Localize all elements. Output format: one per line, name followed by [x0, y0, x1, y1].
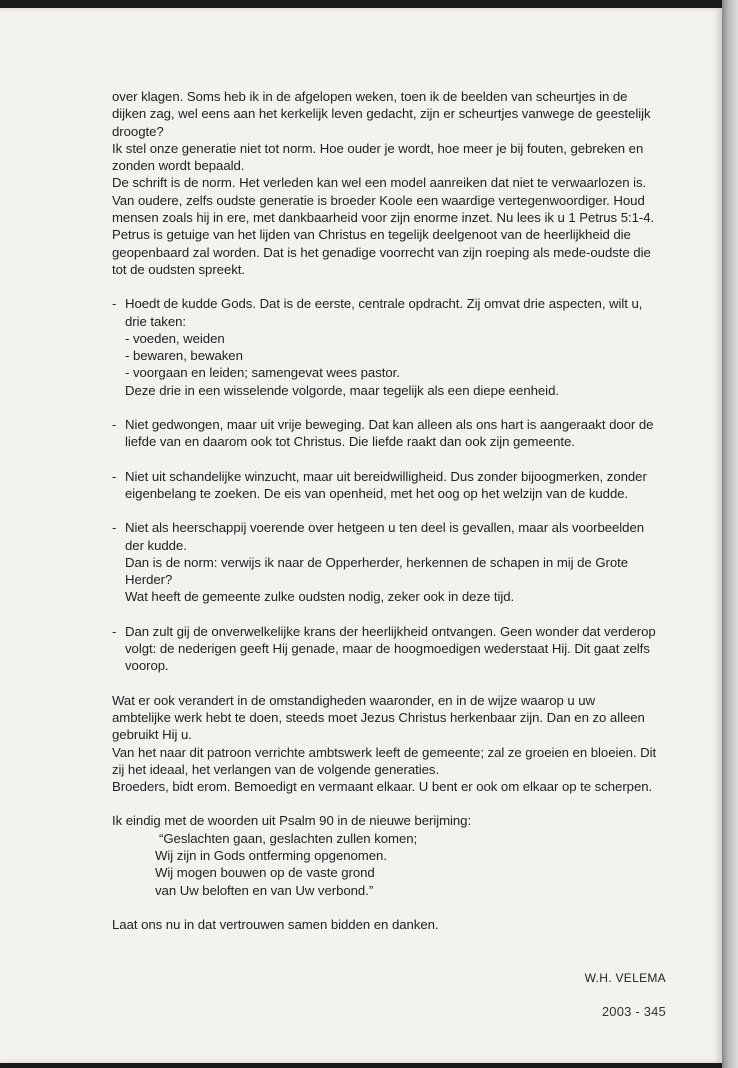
paragraph: over klagen. Soms heb ik in de afgelopen weken, toen ik de beelden van scheurtjes in de dijken zag, wel eens aan het kerkelijk leven gedacht, zijn er scheurtjes vanwege de geestelijk droogte?: [112, 89, 651, 139]
list-subitem: - voeden, weiden: [125, 330, 225, 346]
list-subitem: - bewaren, bewaken: [125, 348, 243, 364]
list-item: [112, 468, 657, 503]
paragraph: Wat er ook verandert in de omstandigheden waaronder, en in de wijze waarop u uw ambtelijke werk hebt te doen, steeds moet Jezus Christus herkenbaar zijn. Dan en zo alleen gebruikt Hij u.: [112, 692, 645, 743]
author-signature: W.H. VELEMA: [584, 971, 666, 985]
list-item: [112, 519, 657, 605]
closing-line: Laat ons nu in dat vertrouwen samen bidden en danken.: [112, 916, 439, 932]
poem-line: Wij mogen bouwen op de vaste grond: [155, 865, 375, 881]
list-item-text: Niet uit schandelijke winzucht, maar uit bereidwilligheid. Dus zonder bijoogmerken, zonder eigenbelang te zoeken. De eis van openheid, met het oog op het welzijn van de kudde.: [125, 468, 647, 501]
page-number: 2003 - 345: [601, 1004, 666, 1019]
paragraph: Van oudere, zelfs oudste generatie is broeder Koole een waardige vertegenwoordiger. Houd mensen zoals hij in ere, met dankbaarheid voor zijn enorme inzet. Nu lees ik u 1 Petrus 5:1-4. Petrus is getuige van het lijden van Christus en tegelijk deelgenoot van de heerlijkheid die geopenbaard zal worden. Dat is het genadige voorrecht van zijn roeping als mede-oudste die tot de oudsten spreekt.: [112, 192, 655, 277]
list-subitem: - voorgaan en leiden; samengevat wees pastor.: [125, 365, 400, 381]
list-dash: -: [112, 623, 117, 639]
list-item: [112, 416, 657, 451]
poem: [112, 830, 657, 899]
paragraph: De schrift is de norm. Het verleden kan wel een model aanreiken dat niet te verwaarlozen is.: [112, 175, 647, 191]
list-item-text: Dan is de norm: verwijs ik naar de Opperherder, herkennen de schapen in mij de Grote Herder?: [125, 554, 629, 588]
article-body: [112, 88, 657, 933]
poem-line: van Uw beloften en van Uw verbond.”: [155, 882, 374, 898]
list-item-text: Hoedt de kudde Gods. Dat is de eerste, centrale opdracht. Zij omvat drie aspecten, wilt u, drie taken:: [125, 296, 643, 329]
paragraph: Ik stel onze generatie niet tot norm. Hoe ouder je wordt, hoe meer je bij fouten, gebreken en zonden wordt bepaald.: [112, 140, 644, 174]
list-dash: -: [112, 520, 117, 536]
psalm-intro: Ik eindig met de woorden uit Psalm 90 in de nieuwe berijming:: [112, 813, 472, 829]
page-edge: [722, 0, 738, 1068]
poem-line: Wij zijn in Gods ontferming opgenomen.: [155, 847, 387, 863]
list-item-text: Niet gedwongen, maar uit vrije beweging. Dat kan alleen als ons hart is aangeraakt door de liefde van en daarom ook tot Christus. Die liefde raakt dan ook zijn gemeente.: [125, 417, 654, 450]
list-dash: -: [112, 296, 117, 312]
list-item-text: Niet als heerschappij voerende over hetgeen u ten deel is gevallen, maar als voorbeelden der kudde.: [125, 520, 645, 553]
paragraph: Van het naar dit patroon verrichte ambtswerk leeft de gemeente; zal ze groeien en bloeien. Dit zij het ideaal, het verlangen van de volgende generaties.: [112, 744, 657, 777]
list-dash: -: [112, 417, 117, 433]
list-item: [112, 623, 657, 675]
list-item-text: Wat heeft de gemeente zulke oudsten nodig, zeker ook in deze tijd.: [125, 589, 515, 605]
paragraph: Broeders, bidt erom. Bemoedigt en vermaant elkaar. U bent er ook om elkaar op te scherpen.: [112, 779, 653, 795]
list-item-text: Dan zult gij de onverwelkelijke krans der heerlijkheid ontvangen. Geen wonder dat verderop volgt: de nederigen geeft Hij genade, maar de hoogmoedigen wederstaat Hij. Dit gaat zelfs voorop.: [125, 623, 656, 674]
list-item-text: Deze drie in een wisselende volgorde, maar tegelijk als een diepe eenheid.: [125, 382, 559, 398]
list-dash: -: [112, 468, 117, 484]
poem-line: “Geslachten gaan, geslachten zullen komen;: [159, 830, 418, 846]
list-item: [112, 295, 657, 399]
